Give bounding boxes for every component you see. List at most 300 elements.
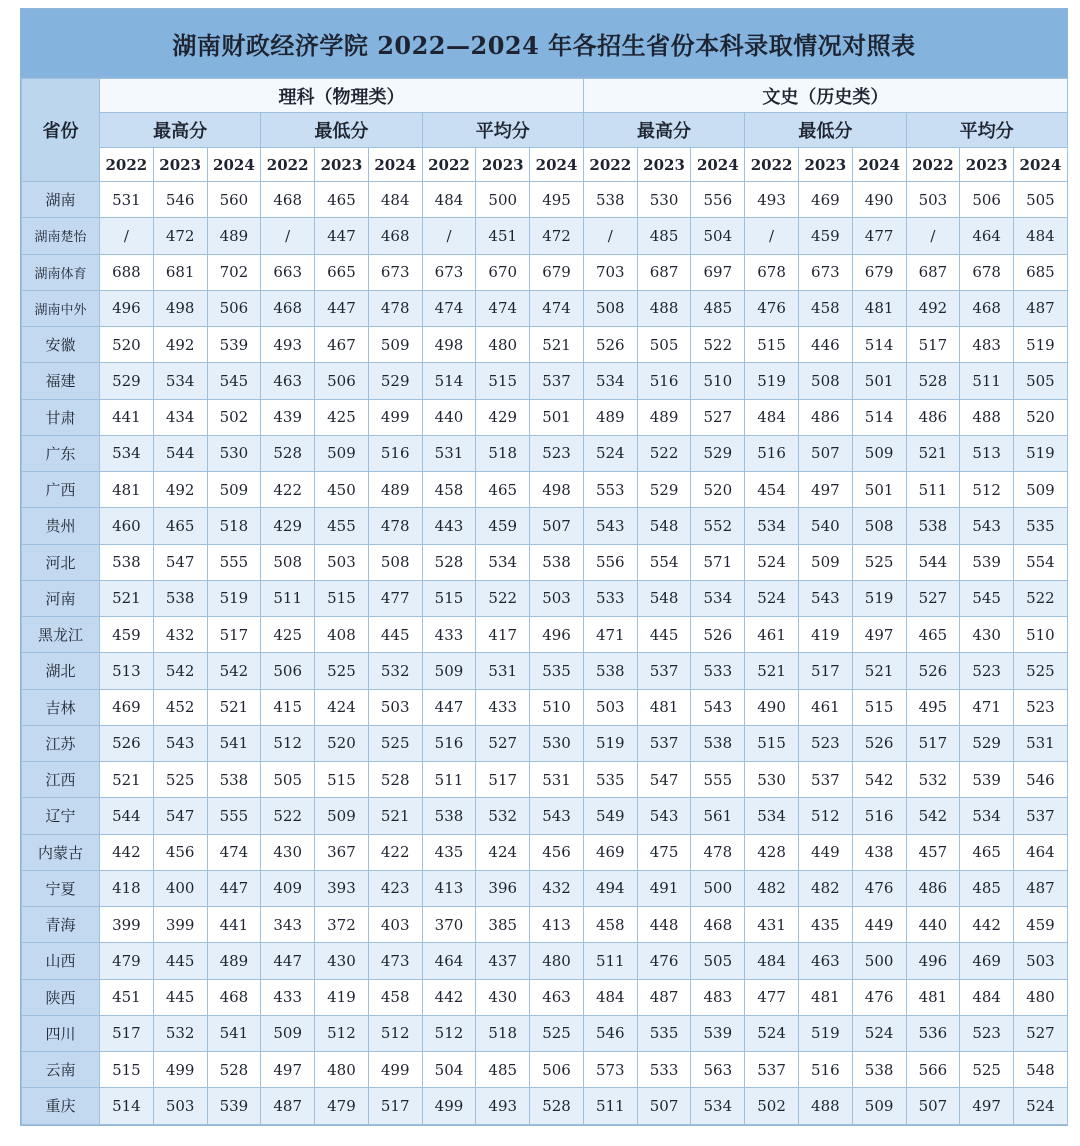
score-cell: 483: [960, 327, 1014, 363]
score-cell: 538: [530, 544, 584, 580]
score-cell: 519: [583, 725, 637, 761]
score-cell: 511: [906, 472, 960, 508]
score-cell: 534: [583, 363, 637, 399]
score-cell: 455: [315, 508, 369, 544]
score-cell: 517: [207, 617, 261, 653]
score-cell: 480: [476, 327, 530, 363]
table-row: [22, 762, 1068, 798]
score-cell: 478: [368, 290, 422, 326]
score-cell: 499: [368, 399, 422, 435]
province-cell: 湖南体育: [22, 254, 100, 290]
score-cell: 445: [153, 943, 207, 979]
score-cell: 429: [261, 508, 315, 544]
score-cell: 531: [530, 762, 584, 798]
score-cell: 484: [422, 182, 476, 218]
score-cell: 413: [530, 907, 584, 943]
score-cell: 519: [1014, 435, 1068, 471]
score-cell: 431: [745, 907, 799, 943]
score-cell: 485: [476, 1052, 530, 1088]
score-cell: 440: [422, 399, 476, 435]
score-cell: 548: [1014, 1052, 1068, 1088]
table-row: [22, 399, 1068, 435]
score-cell: 481: [100, 472, 154, 508]
score-cell: 518: [476, 435, 530, 471]
score-cell: 478: [691, 834, 745, 870]
province-column-header: 省份: [22, 79, 100, 182]
table-row: [22, 943, 1068, 979]
score-cell: 548: [637, 508, 691, 544]
score-cell: 526: [906, 653, 960, 689]
score-cell: 547: [153, 544, 207, 580]
score-cell: 509: [207, 472, 261, 508]
score-cell: 520: [691, 472, 745, 508]
score-cell: 497: [261, 1052, 315, 1088]
score-cell: 512: [798, 798, 852, 834]
score-cell: 468: [691, 907, 745, 943]
score-cell: 539: [691, 1015, 745, 1051]
score-cell: 515: [422, 580, 476, 616]
score-cell: 469: [583, 834, 637, 870]
score-cell: 475: [637, 834, 691, 870]
score-cell: 485: [960, 870, 1014, 906]
score-cell: 465: [315, 182, 369, 218]
score-cell: 524: [852, 1015, 906, 1051]
score-cell: 498: [530, 472, 584, 508]
score-cell: 474: [422, 290, 476, 326]
score-cell: 534: [745, 508, 799, 544]
score-cell: 442: [422, 979, 476, 1015]
province-cell: 山西: [22, 943, 100, 979]
score-cell: 532: [368, 653, 422, 689]
score-cell: 450: [315, 472, 369, 508]
score-cell: 521: [530, 327, 584, 363]
score-cell: 544: [906, 544, 960, 580]
score-cell: 516: [745, 435, 799, 471]
score-cell: 514: [852, 327, 906, 363]
score-cell: 430: [960, 617, 1014, 653]
score-cell: 477: [368, 580, 422, 616]
table-title: 湖南财政经济学院 2022—2024 年各招生省份本科录取情况对照表: [21, 9, 1067, 78]
score-cell: 687: [906, 254, 960, 290]
score-cell: 430: [315, 943, 369, 979]
metric-header-avg: 平均分: [906, 113, 1067, 148]
score-cell: 523: [960, 1015, 1014, 1051]
score-cell: 506: [315, 363, 369, 399]
score-cell: 524: [745, 580, 799, 616]
score-cell: 537: [798, 762, 852, 798]
score-cell: 498: [422, 327, 476, 363]
table-row: [22, 834, 1068, 870]
score-cell: 433: [476, 689, 530, 725]
table-row: [22, 870, 1068, 906]
province-cell: 贵州: [22, 508, 100, 544]
year-header: 2023: [637, 148, 691, 182]
score-cell: 517: [368, 1088, 422, 1124]
score-cell: 679: [530, 254, 584, 290]
score-cell: 433: [422, 617, 476, 653]
score-cell: 476: [745, 290, 799, 326]
score-cell: 512: [422, 1015, 476, 1051]
score-cell: 528: [906, 363, 960, 399]
province-cell: 河北: [22, 544, 100, 580]
score-cell: 524: [745, 544, 799, 580]
score-cell: 423: [368, 870, 422, 906]
table-row: [22, 472, 1068, 508]
score-cell: 465: [960, 834, 1014, 870]
score-cell: 478: [368, 508, 422, 544]
score-cell: 489: [637, 399, 691, 435]
table-row: [22, 544, 1068, 580]
score-cell: 488: [798, 1088, 852, 1124]
score-cell: 678: [745, 254, 799, 290]
score-cell: 554: [637, 544, 691, 580]
score-cell: 480: [530, 943, 584, 979]
score-cell: 688: [100, 254, 154, 290]
province-cell: 辽宁: [22, 798, 100, 834]
score-cell: 446: [798, 327, 852, 363]
score-cell: 685: [1014, 254, 1068, 290]
score-cell: 495: [530, 182, 584, 218]
score-cell: 429: [476, 399, 530, 435]
score-cell: 458: [798, 290, 852, 326]
score-cell: 432: [153, 617, 207, 653]
score-cell: 537: [745, 1052, 799, 1088]
score-cell: 681: [153, 254, 207, 290]
score-cell: 486: [906, 399, 960, 435]
metric-header-max: 最高分: [100, 113, 261, 148]
table-row: [22, 617, 1068, 653]
score-cell: 481: [852, 290, 906, 326]
score-cell: 484: [960, 979, 1014, 1015]
year-header: 2022: [422, 148, 476, 182]
score-cell: 538: [100, 544, 154, 580]
score-cell: 509: [1014, 472, 1068, 508]
score-cell: 503: [906, 182, 960, 218]
score-cell: 509: [852, 1088, 906, 1124]
score-cell: 563: [691, 1052, 745, 1088]
score-cell: 519: [852, 580, 906, 616]
score-cell: 539: [960, 762, 1014, 798]
score-cell: 541: [207, 725, 261, 761]
score-cell: 385: [476, 907, 530, 943]
score-cell: 511: [583, 943, 637, 979]
score-cell: 511: [583, 1088, 637, 1124]
score-cell: 473: [368, 943, 422, 979]
score-cell: 477: [745, 979, 799, 1015]
header-group-row: [22, 79, 1068, 113]
score-cell: 523: [798, 725, 852, 761]
year-header: 2023: [960, 148, 1014, 182]
score-cell: 525: [960, 1052, 1014, 1088]
score-cell: 527: [691, 399, 745, 435]
score-cell: 512: [315, 1015, 369, 1051]
score-cell: 511: [261, 580, 315, 616]
score-cell: 522: [261, 798, 315, 834]
score-cell: 506: [261, 653, 315, 689]
score-cell: 509: [368, 327, 422, 363]
year-header: 2022: [261, 148, 315, 182]
score-cell: 495: [906, 689, 960, 725]
score-cell: 528: [422, 544, 476, 580]
table-row: [22, 1052, 1068, 1088]
score-cell: 485: [691, 290, 745, 326]
score-cell: 515: [100, 1052, 154, 1088]
score-cell: 443: [422, 508, 476, 544]
score-cell: 464: [422, 943, 476, 979]
score-cell: 515: [852, 689, 906, 725]
score-cell: 546: [153, 182, 207, 218]
score-cell: 430: [261, 834, 315, 870]
score-cell: 508: [852, 508, 906, 544]
score-cell: 521: [906, 435, 960, 471]
score-cell: 703: [583, 254, 637, 290]
score-cell: 535: [637, 1015, 691, 1051]
score-cell: 508: [798, 363, 852, 399]
score-cell: 459: [100, 617, 154, 653]
province-cell: 内蒙古: [22, 834, 100, 870]
score-cell: 509: [315, 435, 369, 471]
score-cell: 451: [476, 218, 530, 254]
score-cell: 399: [100, 907, 154, 943]
score-cell: /: [906, 218, 960, 254]
score-cell: 542: [906, 798, 960, 834]
score-cell: 418: [100, 870, 154, 906]
score-cell: 479: [100, 943, 154, 979]
province-cell: 陕西: [22, 979, 100, 1015]
score-cell: 471: [960, 689, 1014, 725]
score-cell: 445: [368, 617, 422, 653]
score-cell: 548: [637, 580, 691, 616]
score-cell: 502: [207, 399, 261, 435]
score-cell: 506: [207, 290, 261, 326]
score-cell: 515: [315, 580, 369, 616]
score-cell: 491: [637, 870, 691, 906]
year-header: 2024: [530, 148, 584, 182]
score-cell: 501: [530, 399, 584, 435]
score-cell: 543: [691, 689, 745, 725]
table-row: [22, 508, 1068, 544]
score-cell: 458: [583, 907, 637, 943]
score-cell: 447: [315, 290, 369, 326]
score-cell: 413: [422, 870, 476, 906]
score-cell: 458: [422, 472, 476, 508]
province-cell: 青海: [22, 907, 100, 943]
score-cell: 497: [852, 617, 906, 653]
score-cell: 537: [530, 363, 584, 399]
score-cell: 490: [852, 182, 906, 218]
score-cell: 461: [745, 617, 799, 653]
score-cell: 505: [637, 327, 691, 363]
score-cell: 556: [583, 544, 637, 580]
score-cell: 343: [261, 907, 315, 943]
province-cell: 河南: [22, 580, 100, 616]
score-cell: 496: [530, 617, 584, 653]
table-row: [22, 689, 1068, 725]
score-cell: 487: [637, 979, 691, 1015]
score-cell: 482: [798, 870, 852, 906]
score-cell: 449: [798, 834, 852, 870]
score-cell: 537: [1014, 798, 1068, 834]
score-cell: 521: [207, 689, 261, 725]
score-cell: 518: [207, 508, 261, 544]
score-cell: 525: [530, 1015, 584, 1051]
score-cell: 508: [583, 290, 637, 326]
score-cell: 430: [476, 979, 530, 1015]
score-cell: 665: [315, 254, 369, 290]
score-cell: 465: [153, 508, 207, 544]
score-cell: 403: [368, 907, 422, 943]
province-cell: 湖北: [22, 653, 100, 689]
table-body: [22, 182, 1068, 1125]
score-cell: 553: [583, 472, 637, 508]
score-cell: 507: [906, 1088, 960, 1124]
score-cell: 505: [1014, 363, 1068, 399]
score-cell: 445: [153, 979, 207, 1015]
score-cell: 515: [315, 762, 369, 798]
score-cell: 534: [691, 580, 745, 616]
score-cell: 503: [1014, 943, 1068, 979]
score-cell: 534: [691, 1088, 745, 1124]
score-cell: 517: [476, 762, 530, 798]
score-cell: 544: [100, 798, 154, 834]
score-cell: 516: [637, 363, 691, 399]
score-cell: 493: [261, 327, 315, 363]
score-cell: 476: [637, 943, 691, 979]
score-cell: 528: [368, 762, 422, 798]
score-cell: 493: [745, 182, 799, 218]
score-cell: 523: [960, 653, 1014, 689]
score-cell: 525: [1014, 653, 1068, 689]
score-cell: 499: [368, 1052, 422, 1088]
score-cell: 537: [637, 725, 691, 761]
score-cell: 518: [476, 1015, 530, 1051]
province-cell: 吉林: [22, 689, 100, 725]
score-cell: 530: [745, 762, 799, 798]
score-cell: 489: [583, 399, 637, 435]
score-cell: 496: [906, 943, 960, 979]
score-cell: 512: [960, 472, 1014, 508]
score-cell: 468: [261, 182, 315, 218]
score-cell: 535: [583, 762, 637, 798]
province-cell: 宁夏: [22, 870, 100, 906]
score-cell: 468: [207, 979, 261, 1015]
score-cell: 496: [100, 290, 154, 326]
score-cell: 509: [852, 435, 906, 471]
admission-score-table: [21, 78, 1068, 1125]
score-cell: 524: [745, 1015, 799, 1051]
score-cell: 484: [745, 943, 799, 979]
score-cell: 543: [583, 508, 637, 544]
score-cell: 543: [530, 798, 584, 834]
score-cell: 487: [1014, 290, 1068, 326]
score-cell: 417: [476, 617, 530, 653]
score-cell: 432: [530, 870, 584, 906]
table-row: [22, 254, 1068, 290]
score-cell: 678: [960, 254, 1014, 290]
score-cell: 459: [476, 508, 530, 544]
score-cell: 474: [207, 834, 261, 870]
score-cell: 543: [637, 798, 691, 834]
score-cell: 516: [798, 1052, 852, 1088]
score-cell: 480: [315, 1052, 369, 1088]
score-cell: 509: [422, 653, 476, 689]
score-cell: 467: [315, 327, 369, 363]
score-cell: 477: [852, 218, 906, 254]
score-cell: 399: [153, 907, 207, 943]
score-cell: 521: [100, 762, 154, 798]
score-cell: 517: [906, 725, 960, 761]
year-header: 2024: [368, 148, 422, 182]
score-cell: 507: [530, 508, 584, 544]
score-cell: 448: [637, 907, 691, 943]
province-cell: 江西: [22, 762, 100, 798]
score-cell: 673: [798, 254, 852, 290]
score-cell: 400: [153, 870, 207, 906]
province-cell: 云南: [22, 1052, 100, 1088]
score-cell: 476: [852, 870, 906, 906]
score-cell: 525: [153, 762, 207, 798]
score-cell: 542: [153, 653, 207, 689]
score-cell: 542: [852, 762, 906, 798]
score-table-panel: [20, 8, 1068, 1126]
metric-header-min: 最低分: [261, 113, 422, 148]
score-cell: 560: [207, 182, 261, 218]
score-cell: 499: [422, 1088, 476, 1124]
score-cell: 541: [207, 1015, 261, 1051]
score-cell: 434: [153, 399, 207, 435]
score-cell: 534: [960, 798, 1014, 834]
score-cell: 538: [852, 1052, 906, 1088]
score-cell: 517: [798, 653, 852, 689]
score-cell: 521: [368, 798, 422, 834]
score-cell: 463: [261, 363, 315, 399]
score-cell: 469: [798, 182, 852, 218]
score-cell: 441: [100, 399, 154, 435]
score-cell: 529: [637, 472, 691, 508]
score-cell: 489: [368, 472, 422, 508]
province-cell: 湖南: [22, 182, 100, 218]
score-cell: 531: [422, 435, 476, 471]
score-cell: 528: [207, 1052, 261, 1088]
score-cell: 528: [530, 1088, 584, 1124]
score-cell: 514: [100, 1088, 154, 1124]
score-cell: 424: [315, 689, 369, 725]
score-cell: 486: [798, 399, 852, 435]
score-cell: 471: [583, 617, 637, 653]
score-cell: 561: [691, 798, 745, 834]
score-cell: 516: [368, 435, 422, 471]
score-cell: 508: [368, 544, 422, 580]
score-cell: 469: [100, 689, 154, 725]
group-header-science: 理科（物理类）: [100, 79, 584, 113]
score-cell: 526: [583, 327, 637, 363]
score-cell: 549: [583, 798, 637, 834]
score-cell: 538: [153, 580, 207, 616]
score-cell: 513: [100, 653, 154, 689]
score-cell: 517: [906, 327, 960, 363]
score-cell: 424: [476, 834, 530, 870]
province-cell: 重庆: [22, 1088, 100, 1124]
score-cell: 519: [1014, 327, 1068, 363]
province-cell: 黑龙江: [22, 617, 100, 653]
score-cell: 522: [1014, 580, 1068, 616]
table-row: [22, 725, 1068, 761]
score-cell: 510: [530, 689, 584, 725]
score-cell: 528: [261, 435, 315, 471]
score-cell: 459: [798, 218, 852, 254]
score-cell: 437: [476, 943, 530, 979]
score-cell: 552: [691, 508, 745, 544]
